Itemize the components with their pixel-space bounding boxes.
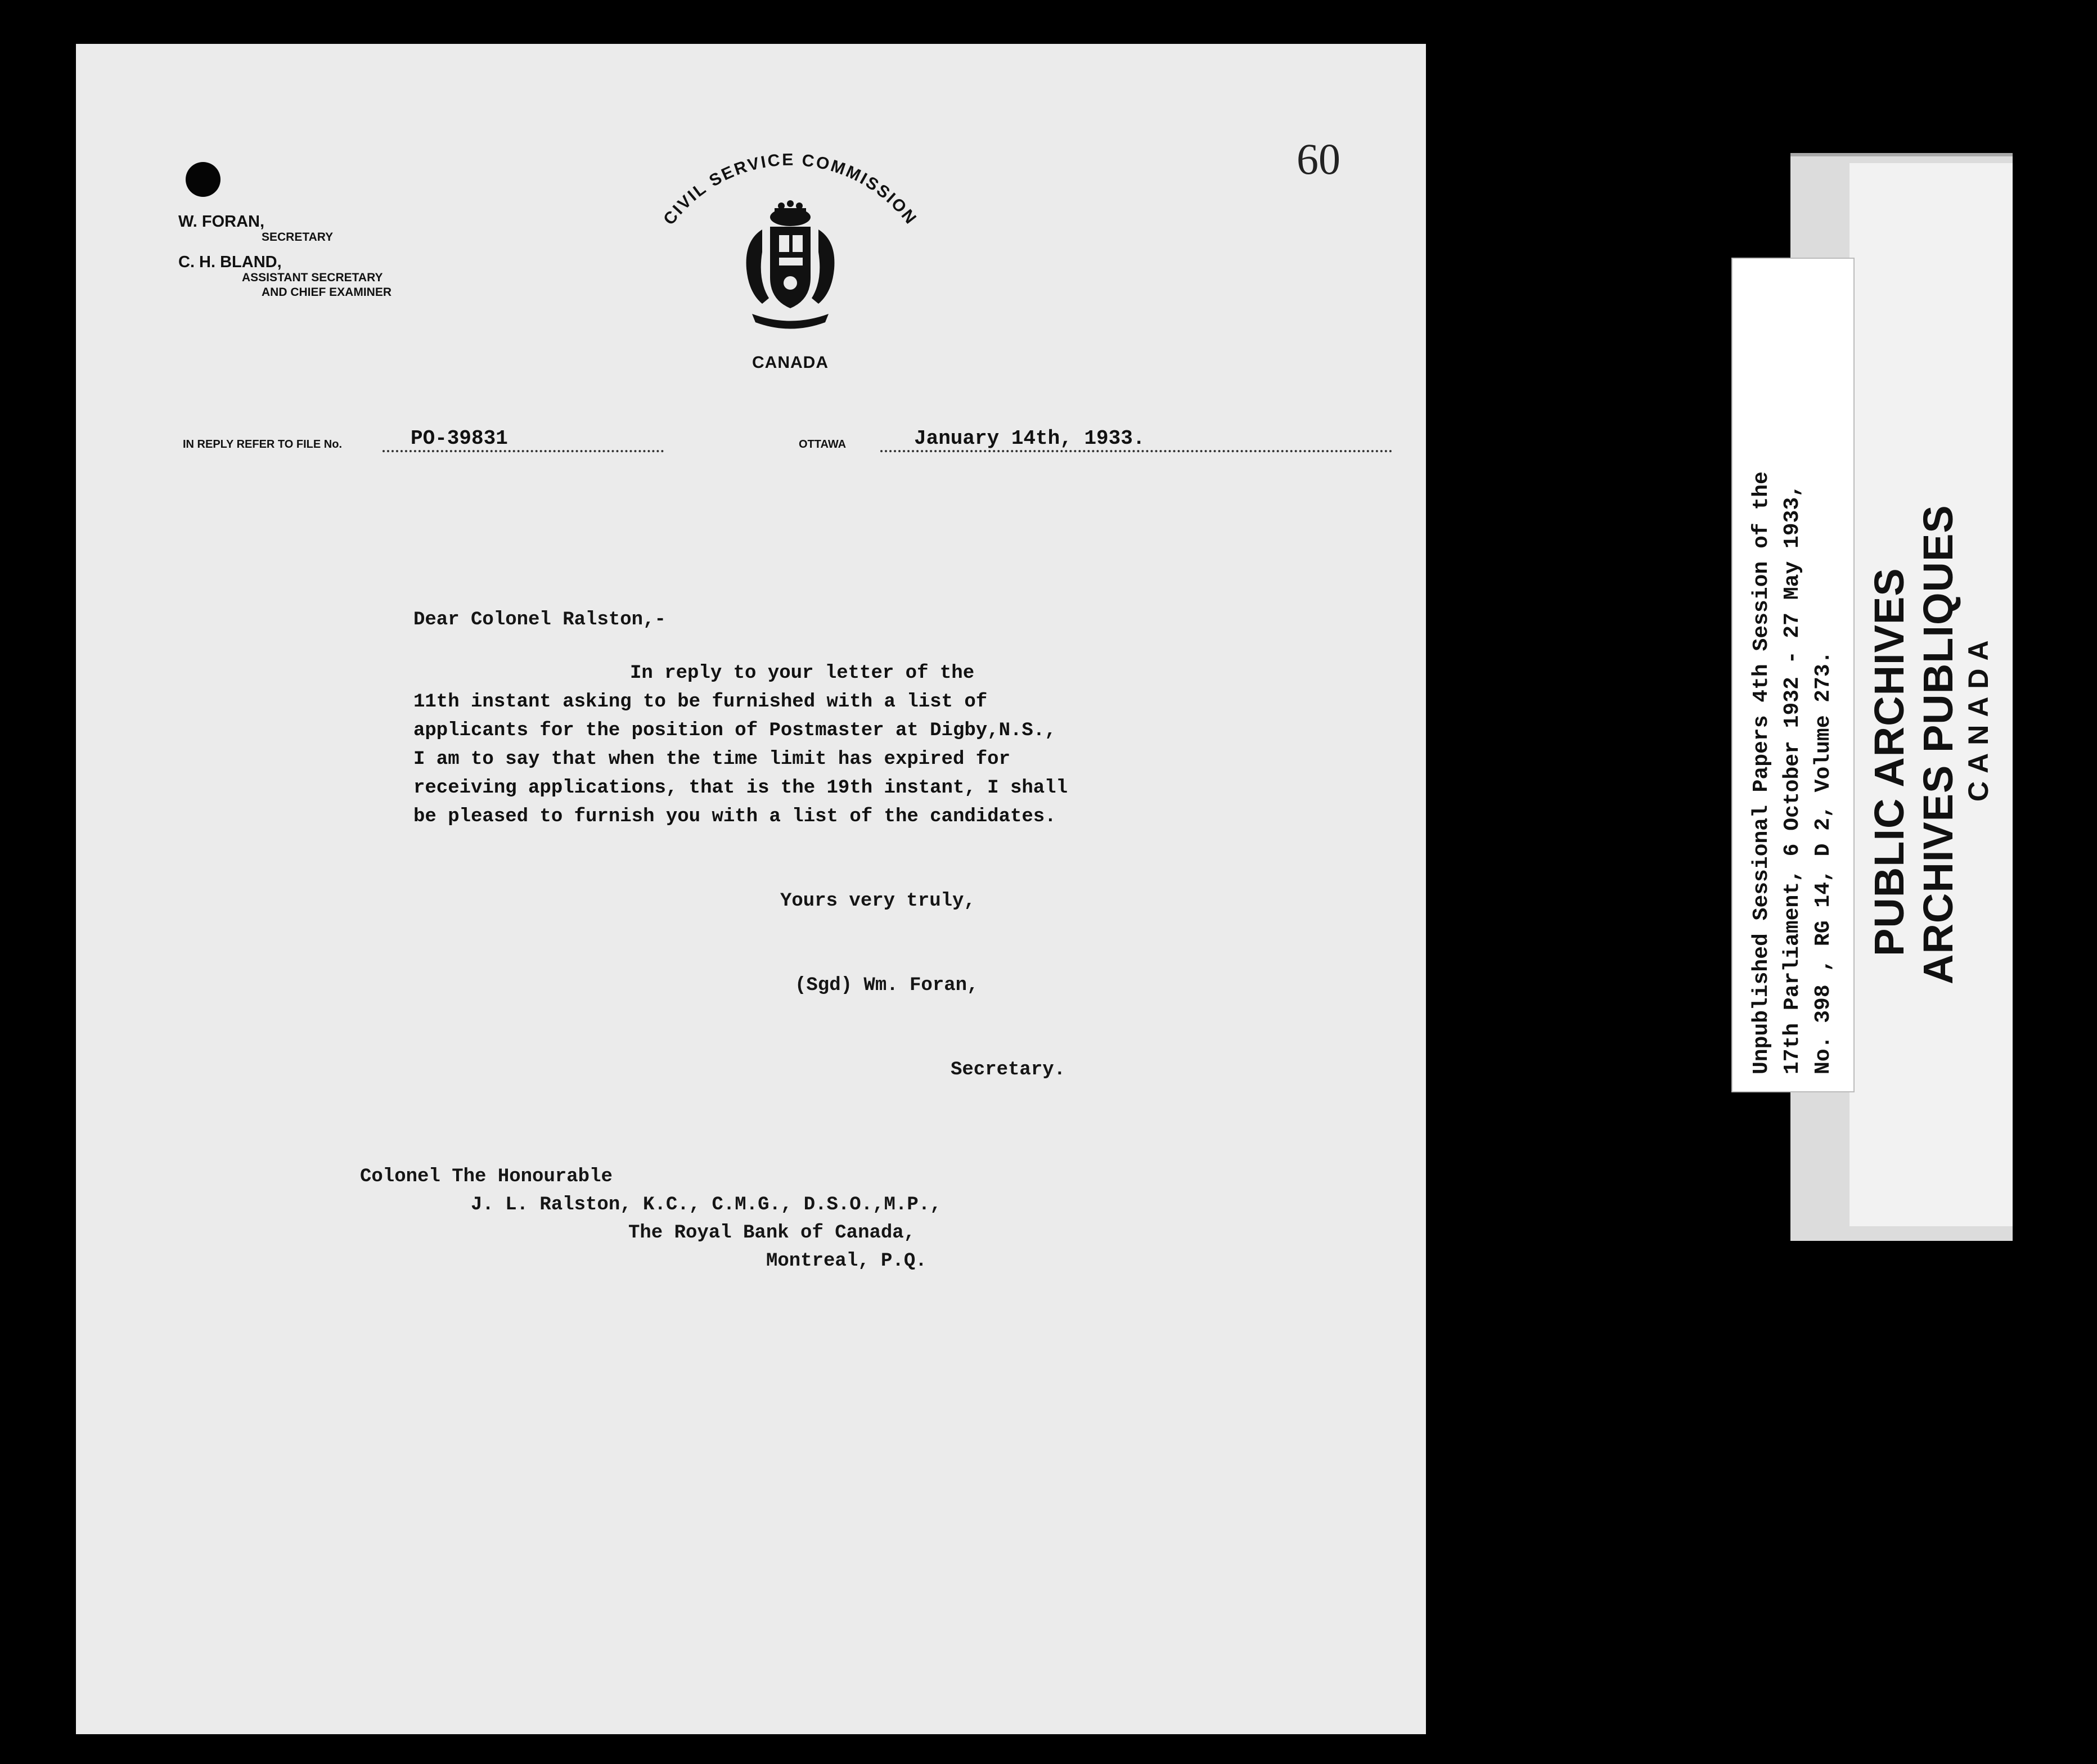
archive-country: CANADA bbox=[1963, 632, 1994, 802]
letter-page bbox=[76, 44, 1426, 1734]
slip-line: 17th Parliament, 6 October 1932 - 27 May 1933, bbox=[1780, 484, 1804, 1074]
city-label: OTTAWA bbox=[799, 438, 847, 451]
officer-name-foran: W. FORAN, bbox=[178, 213, 265, 231]
letter-body bbox=[413, 663, 1370, 888]
body-line: receiving applications, that is the 19th instant, I shall bbox=[413, 777, 1068, 799]
body-line: In reply to your letter of the bbox=[630, 663, 975, 684]
closing: Yours very truly, bbox=[780, 890, 975, 912]
body-line: applicants for the position of Postmaster at Digby,N.S., bbox=[413, 720, 1056, 741]
archive-line-french: ARCHIVES PUBLIQUES bbox=[1915, 505, 1961, 984]
commission-crest bbox=[593, 145, 987, 387]
letter-date: January 14th, 1933. bbox=[914, 427, 1145, 450]
slip-line: No. 398 , RG 14, D 2, Volume 273. bbox=[1811, 651, 1835, 1074]
file-reference-label: IN REPLY REFER TO FILE No. bbox=[183, 438, 343, 451]
date-dots bbox=[880, 450, 1392, 452]
officer-title-foran: SECRETARY bbox=[262, 231, 334, 244]
crest-emblem-icon bbox=[593, 145, 987, 348]
officer-name-bland: C. H. BLAND, bbox=[178, 253, 282, 271]
page-number: 60 bbox=[1297, 134, 1340, 183]
slip-line: Unpublished Sessional Papers 4th Session of the bbox=[1749, 471, 1774, 1074]
address-line: J. L. Ralston, K.C., C.M.G., D.S.O.,M.P., bbox=[471, 1194, 942, 1216]
officer-title-bland-1: ASSISTANT SECRETARY bbox=[242, 271, 383, 284]
file-reference bbox=[183, 426, 667, 454]
file-reference-number: PO-39831 bbox=[411, 427, 508, 450]
crest-country: CANADA bbox=[752, 353, 829, 372]
archive-line-english: PUBLIC ARCHIVES bbox=[1866, 568, 1912, 956]
crest-arc-text: CIVIL SERVICE COMMISSION bbox=[660, 150, 921, 229]
officer-title-bland-2: AND CHIEF EXAMINER bbox=[262, 286, 392, 299]
archive-tag bbox=[1850, 163, 2013, 1226]
archive-reference-slip bbox=[1731, 258, 1855, 1092]
date-line bbox=[799, 426, 1395, 454]
body-line: be pleased to furnish you with a list of the candidates. bbox=[413, 806, 1056, 827]
file-reference-dots bbox=[382, 450, 664, 452]
signer-title: Secretary. bbox=[951, 1059, 1066, 1081]
address-line: Colonel The Honourable bbox=[360, 1166, 613, 1187]
signature: (Sgd) Wm. Foran, bbox=[795, 975, 979, 996]
address-line: Montreal, P.Q. bbox=[766, 1250, 927, 1272]
salutation: Dear Colonel Ralston,- bbox=[413, 609, 666, 631]
body-line: 11th instant asking to be furnished with a list of bbox=[413, 691, 988, 713]
punch-hole bbox=[186, 162, 220, 197]
body-line: I am to say that when the time limit has expired for bbox=[413, 749, 1010, 770]
address-line: The Royal Bank of Canada, bbox=[628, 1222, 916, 1244]
